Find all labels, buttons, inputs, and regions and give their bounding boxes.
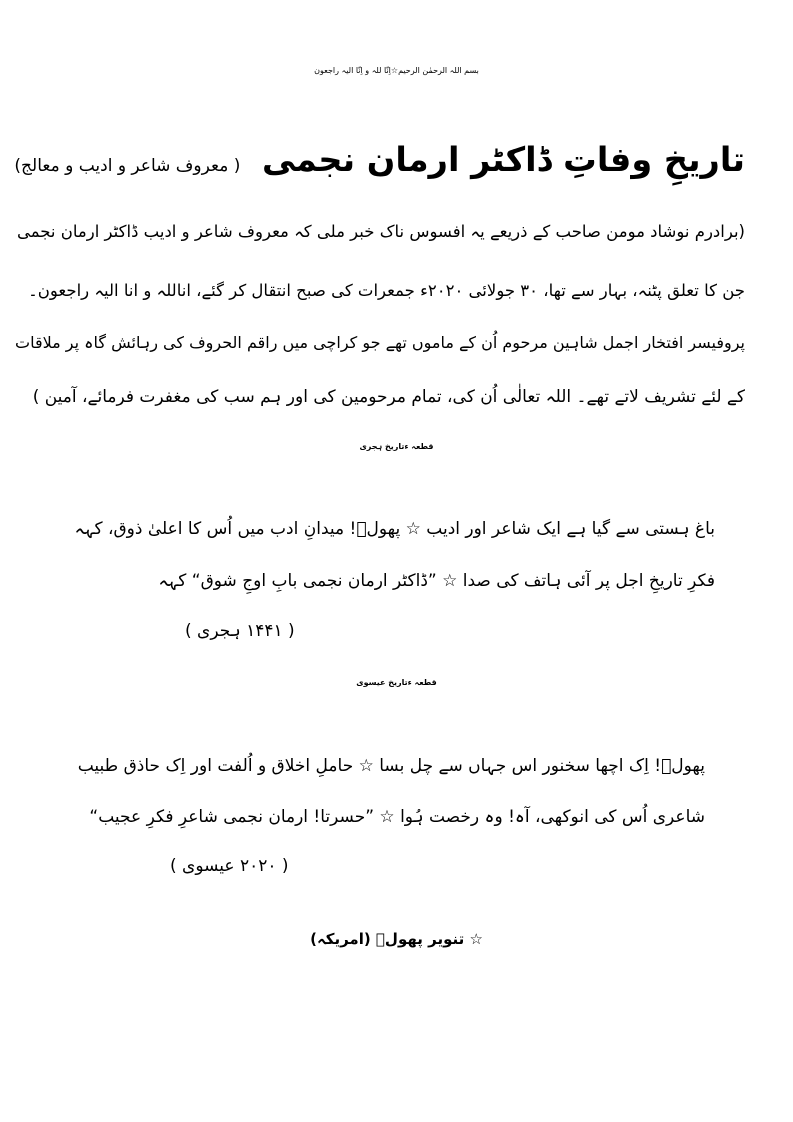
hijri-verse-1: باغ ہستی سے گیا ہے ایک شاعر اور ادیب ☆ پھولؔ! میدانِ ادب میں اُس کا اعلیٰ ذوق، کہہ — [74, 519, 715, 539]
intro-line-2: جن کا تعلق پٹنہ، بہار سے تھا، ۳۰ جولائی ۲۰۲۰ء جمعرات کی صبح انتقال کر گئے، اناللہ و انا الیہ راجعون۔ — [28, 281, 745, 300]
isvi-verse-2: شاعری اُس کی انوکھی، آہ! وہ رخصت ہُوا ☆ ”حسرتا! ارمان نجمی شاعرِ فکرِ عجیب“ — [89, 807, 705, 827]
hijri-verse-2: فکرِ تاریخِ اجل پر آئی ہاتف کی صدا ☆ ”ڈاکٹر ارمان نجمی بابِ اوجِ شوق“ کہہ — [158, 571, 715, 591]
page-title — [14, 140, 745, 179]
title-main: تاریخِ وفاتِ ڈاکٹر ارمان نجمی — [262, 140, 745, 179]
isvi-year: ( ۲۰۲۰ عیسوی ) — [170, 856, 289, 876]
isvi-heading: قطعہ ءتاریخ عیسوی — [356, 678, 437, 687]
hijri-year: ( ۱۴۴۱ ہجری ) — [185, 621, 295, 641]
hijri-heading: قطعہ ءتاریخ ہجری — [359, 442, 434, 451]
intro-line-1: (برادرم نوشاد مومن صاحب کے ذریعے یہ افسوس ناک خبر ملی کہ معروف شاعر و ادیب ڈاکٹر ارمان نجمی — [16, 222, 745, 241]
intro-line-4: کے لئے تشریف لاتے تھے۔ اللہ تعالٰی اُن کی، تمام مرحومین کی اور ہم سب کی مغفرت فرمائے، آمین ) — [32, 387, 745, 407]
isvi-verse-1: پھولؔ! اِک اچھا سخنور اس جہاں سے چل بسا ☆ حاملِ اخلاق و اُلفت اور اِک حاذق طبیب — [77, 756, 705, 776]
intro-line-3: پروفیسر افتخار اجمل شاہین مرحوم اُن کے ماموں تھے جو کراچی میں راقم الحروف کی رہائش گاہ پر ملاقات — [15, 333, 745, 352]
author-signature: ☆ تنویر پھولؔ (امریکہ) — [310, 930, 483, 948]
bismillah-line: بسم اللہ الرحمٰن الرحیم☆اِنّا للہ و اِنّا الیہ راجعون — [314, 66, 479, 75]
title-subtitle: ( معروف شاعر و ادیب و معالج) — [14, 156, 241, 176]
